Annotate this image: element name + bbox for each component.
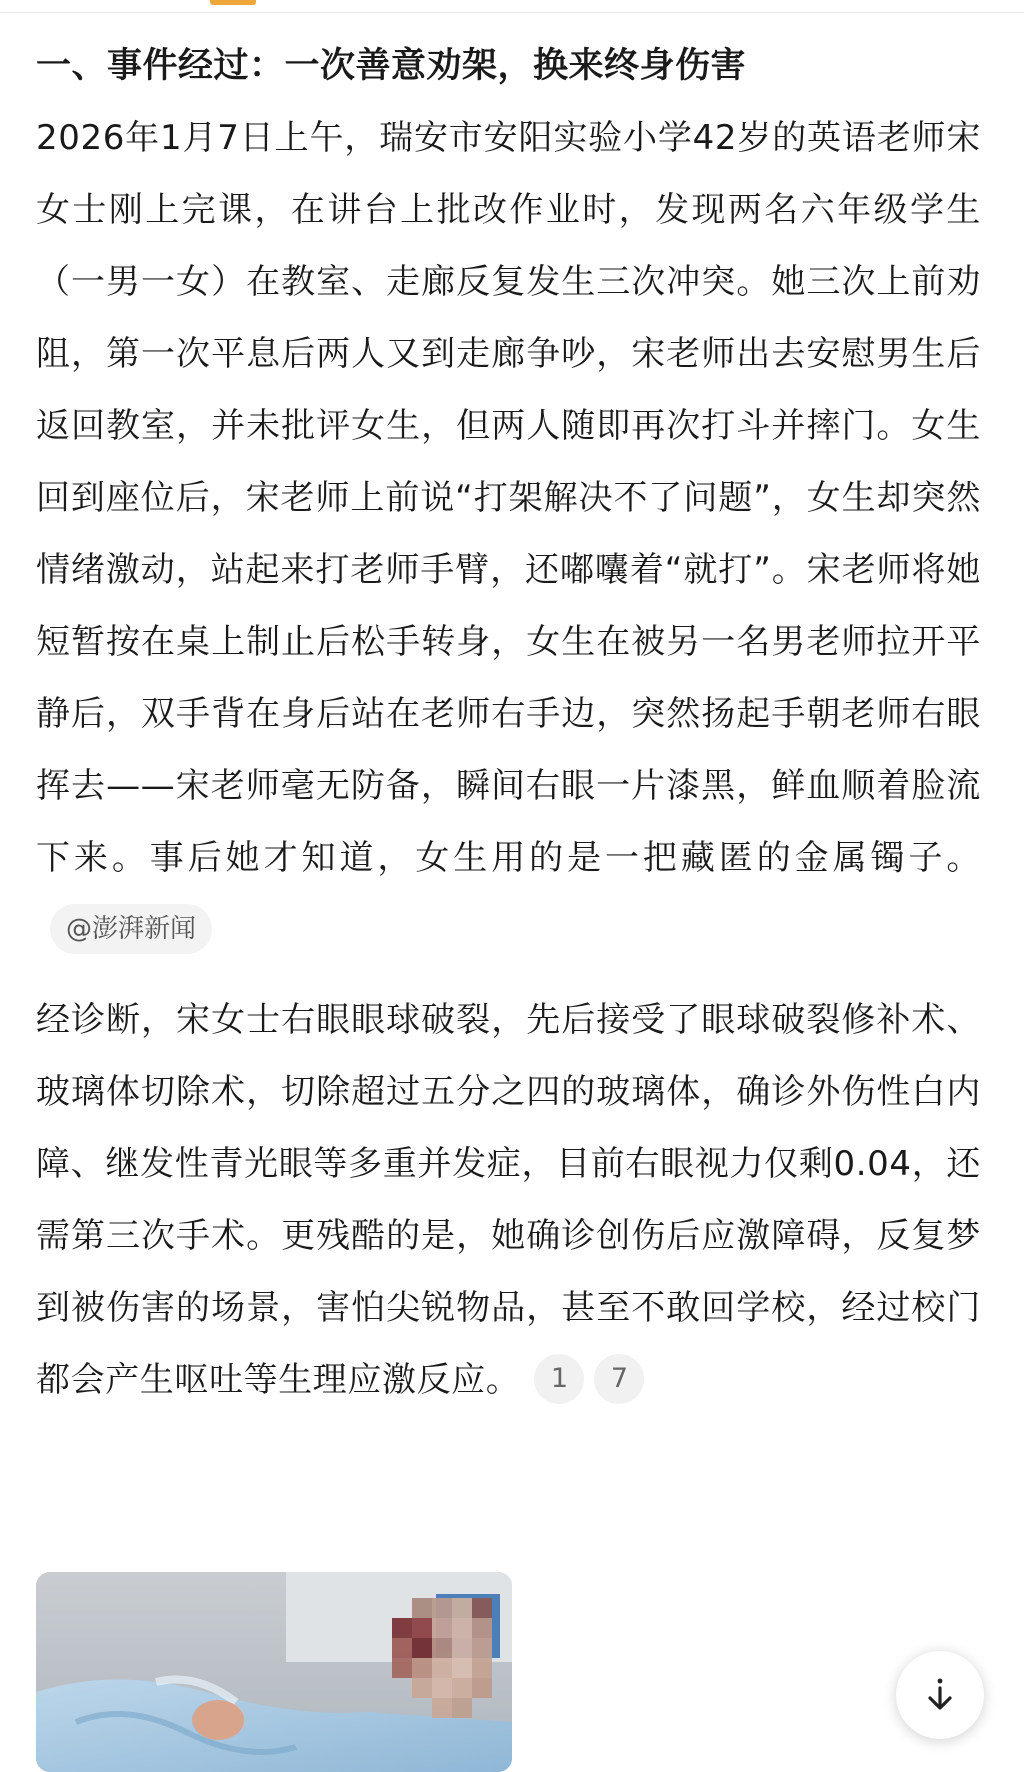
paragraph-1-text: 2026年1月7日上午，瑞安市安阳实验小学42岁的英语老师宋女士刚上完课，在讲台上批改作业时，发现两名六年级学生（一男一女）在教室、走廊反复发生三次冲突。她三次上前劝阻，第一次平息后两人又到走廊争吵，宋老师出去安慰男生后返回教室，并未批评女生，但两人随即再次打斗并摔门。女生回到座位后，宋老师上前说“打架解决不了问题”，女生却突然情绪激动，站起来打老师手臂，还嘟囔着“就打”。宋老师将她短暂按在桌上制止后松手转身，女生在被另一名男老师拉开平静后，双手背在身后站在老师右手边，突然扬起手朝老师右眼挥去——宋老师毫无防备，瞬间右眼一片漆黑，鲜血顺着脸流下来。事后她才知道，女生用的是一把藏匿的金属镯子。 — [36, 118, 981, 878]
reference-chip-2[interactable]: 7 — [594, 1354, 644, 1404]
article-photo[interactable] — [36, 1572, 512, 1772]
article-paragraph-1 — [36, 102, 981, 966]
section-heading: 一、事件经过：一次善意劝架，换来终身伤害 — [36, 46, 747, 86]
scroll-down-button[interactable] — [896, 1651, 984, 1739]
active-tab-indicator — [210, 0, 256, 5]
scroll-down-arrow-icon — [920, 1675, 960, 1715]
article-body — [36, 36, 988, 1416]
top-tab-strip — [0, 0, 1024, 13]
paragraph-2-text: 经诊断，宋女士右眼眼球破裂，先后接受了眼球破裂修补术、玻璃体切除术，切除超过五分之四的玻璃体，确诊外伤性白内障、继发性青光眼等多重并发症，目前右眼视力仅剩0.04，还需第三次手术。更残酷的是，她确诊创伤后应激障碍，反复梦到被伤害的场景，害怕尖锐物品，甚至不敢回学校，经过校门都会产生呕吐等生理应激反应。 — [36, 1000, 981, 1400]
source-tag-chip[interactable]: @澎湃新闻 — [50, 904, 212, 954]
photo-thumbnail-icon — [36, 1572, 512, 1772]
article-paragraph-2 — [36, 984, 981, 1416]
reference-chip-1[interactable]: 1 — [534, 1354, 584, 1404]
